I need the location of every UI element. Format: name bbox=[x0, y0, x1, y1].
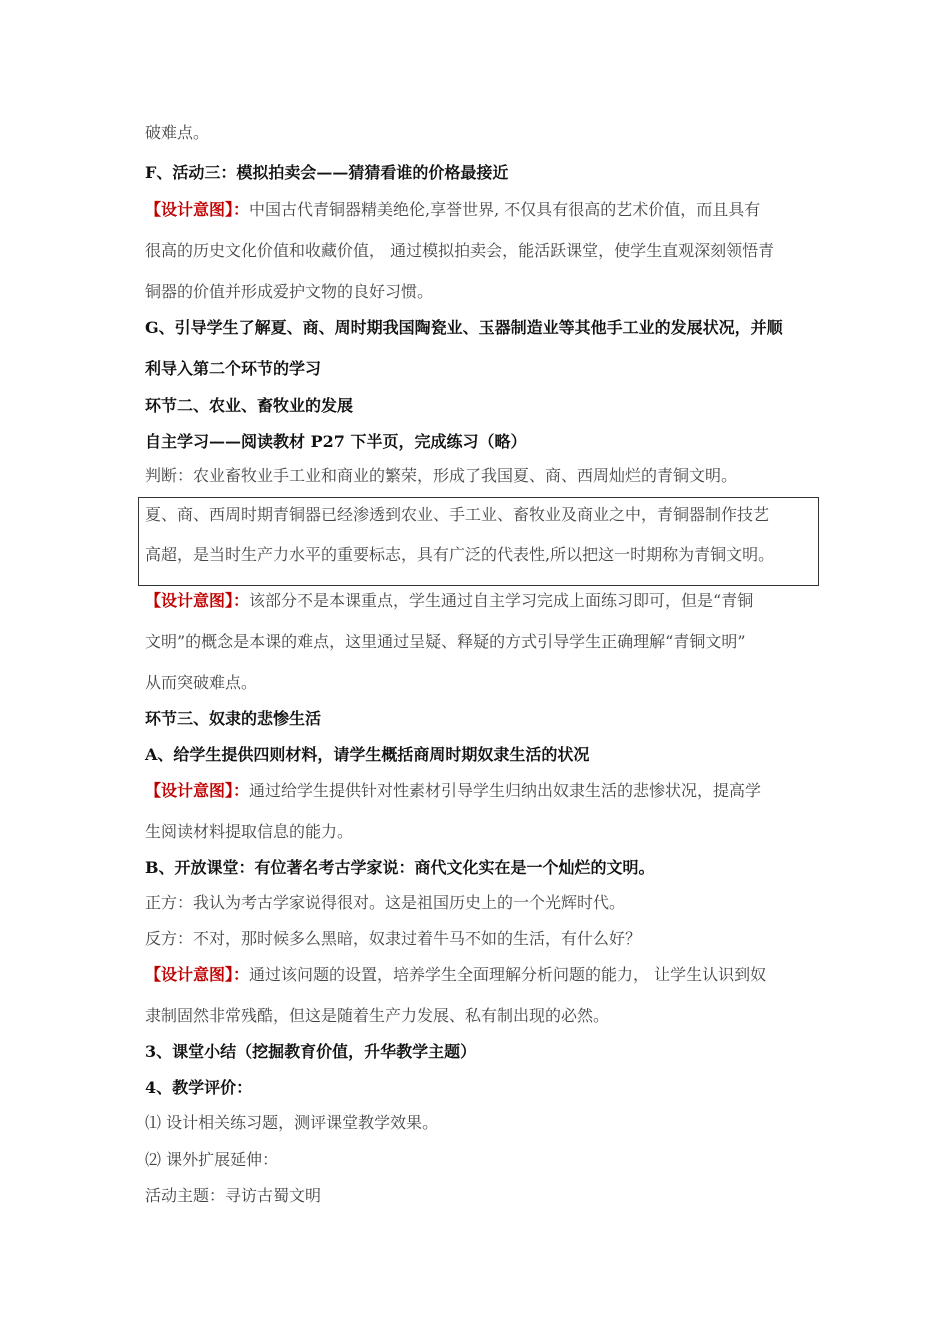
paragraph-text: 该部分不是本课重点，学生通过自主学习完成上面练习即可，但是“青铜 bbox=[249, 591, 754, 610]
answer-box-line: 夏、商、西周时期青铜器已经渗透到农业、手工业、畜牧业及商业之中，青铜器制作技艺 bbox=[145, 505, 770, 524]
activity-theme-line: 活动主题：寻访古蜀文明 bbox=[145, 1186, 322, 1205]
paragraph-text: 通过给学生提供针对性素材引导学生归纳出奴隶生活的悲惨状况，提高学 bbox=[249, 781, 762, 800]
summary-heading: 3、课堂小结（挖掘教育价值，升华教学主题） bbox=[145, 1042, 477, 1061]
design-intent-line bbox=[145, 965, 815, 985]
item-g-heading: G、引导学生了解夏、商、周时期我国陶瓷业、玉器制造业等其他手工业的发展状况，并顺 bbox=[145, 318, 783, 337]
design-intent-line bbox=[145, 781, 815, 801]
design-intent-tag: 【设计意图】： bbox=[145, 591, 250, 610]
evaluation-item: ⑵ 课外扩展延伸： bbox=[145, 1150, 279, 1169]
section-two-heading: 环节二、农业、畜牧业的发展 bbox=[145, 396, 354, 415]
judgement-line: 判断：农业畜牧业手工业和商业的繁荣，形成了我国夏、商、西周灿烂的青铜文明。 bbox=[145, 466, 738, 485]
self-study-heading: 自主学习——阅读教材 P27 下半页，完成练习（略） bbox=[145, 432, 527, 451]
paragraph-line: 从而突破难点。 bbox=[145, 673, 258, 692]
answer-box-line: 高超，是当时生产力水平的重要标志，具有广泛的代表性,所以把这一时期称为青铜文明。 bbox=[145, 545, 775, 564]
item-b-heading: B、开放课堂：有位著名考古学家说：商代文化实在是一个灿烂的文明。 bbox=[145, 858, 655, 877]
design-intent-tag: 【设计意图】： bbox=[145, 200, 250, 219]
section-three-heading: 环节三、奴隶的悲惨生活 bbox=[145, 709, 322, 728]
paragraph-line: 铜器的价值并形成爱护文物的良好习惯。 bbox=[145, 282, 434, 301]
activity-three-heading: F、活动三：模拟拍卖会——猜猜看谁的价格最接近 bbox=[145, 163, 509, 182]
evaluation-heading: 4、教学评价： bbox=[145, 1078, 253, 1097]
design-intent-line bbox=[145, 200, 815, 220]
paragraph-text: 中国古代青铜器精美绝伦,享誉世界, 不仅具有很高的艺术价值，而且具有 bbox=[249, 200, 761, 219]
item-a-heading: A、给学生提供四则材料，请学生概括商周时期奴隶生活的状况 bbox=[145, 745, 590, 764]
paragraph-text: 通过该问题的设置，培养学生全面理解分析问题的能力， 让学生认识到奴 bbox=[249, 965, 767, 984]
design-intent-tag: 【设计意图】： bbox=[145, 965, 250, 984]
paragraph-line: 破难点。 bbox=[145, 123, 210, 142]
item-g-heading-cont: 利导入第二个环节的学习 bbox=[145, 359, 322, 378]
design-intent-line bbox=[145, 591, 815, 611]
paragraph-line: 生阅读材料提取信息的能力。 bbox=[145, 822, 354, 841]
paragraph-line: 文明”的概念是本课的难点，这里通过呈疑、释疑的方式引导学生正确理解“青铜文明” bbox=[145, 632, 746, 651]
pro-side-line: 正方：我认为考古学家说得很对。这是祖国历史上的一个光辉时代。 bbox=[145, 893, 626, 912]
evaluation-item: ⑴ 设计相关练习题，测评课堂教学效果。 bbox=[145, 1113, 439, 1132]
design-intent-tag: 【设计意图】： bbox=[145, 781, 250, 800]
paragraph-line: 隶制固然非常残酷，但这是随着生产力发展、私有制出现的必然。 bbox=[145, 1006, 610, 1025]
paragraph-line: 很高的历史文化价值和收藏价值， 通过模拟拍卖会，能活跃课堂，使学生直观深刻领悟青 bbox=[145, 241, 775, 260]
con-side-line: 反方：不对，那时候多么黑暗，奴隶过着牛马不如的生活，有什么好？ bbox=[145, 929, 642, 948]
